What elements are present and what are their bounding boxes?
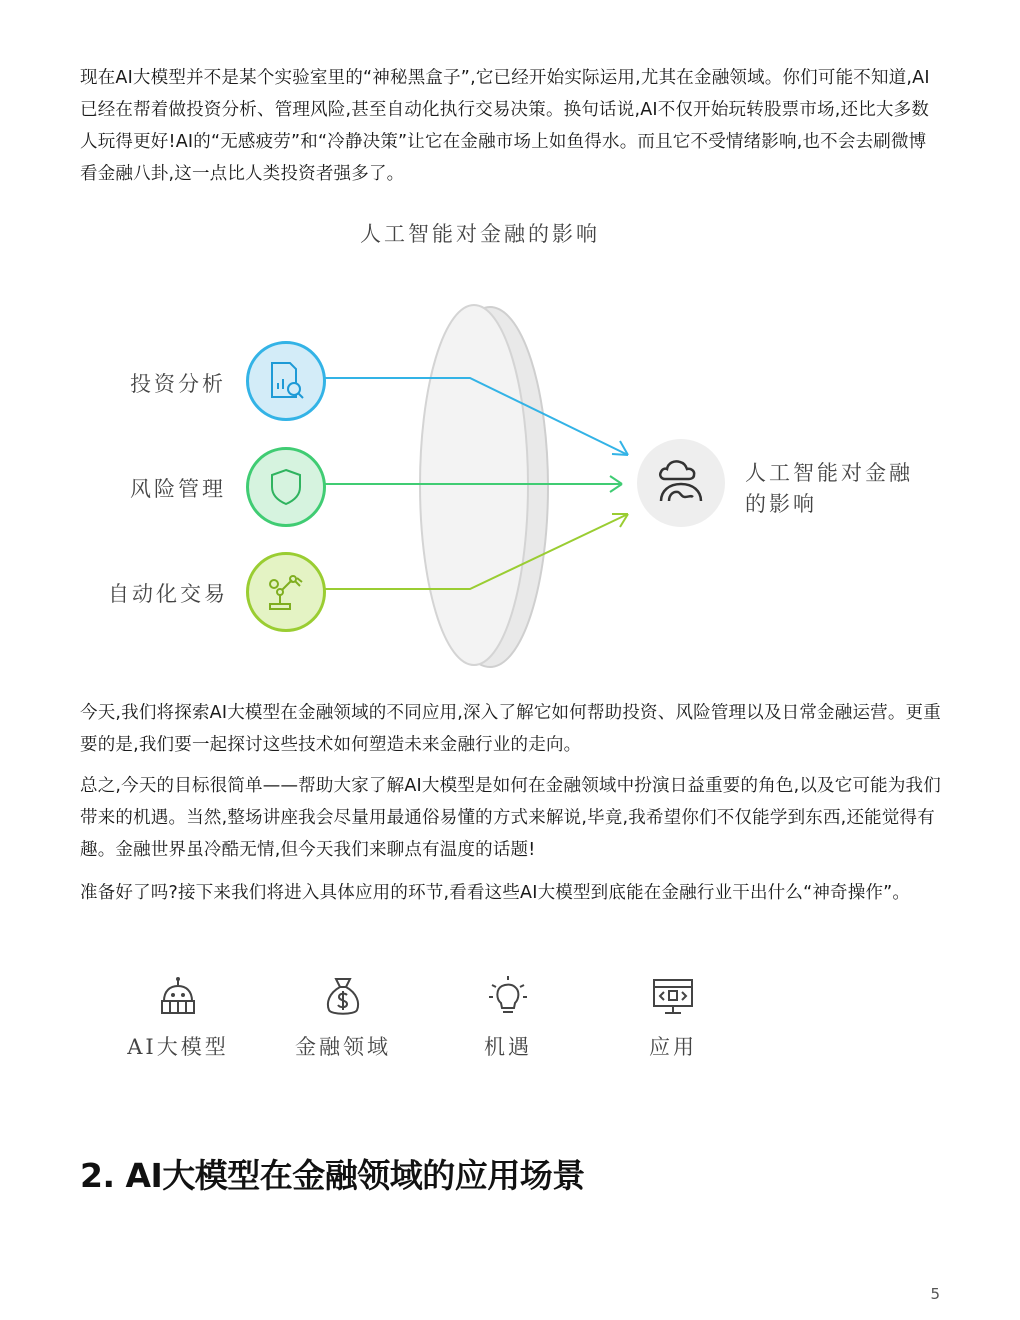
today-paragraph: 今天,我们将探索AI大模型在金融领域的不同应用,深入了解它如何帮助投资、风险管理以及日常金融运营。更重要的是,我们要一起探讨这些技术如何塑造未来金融行业的走向。 — [80, 703, 941, 755]
keyword-label: 应用 — [649, 1035, 697, 1059]
keyword-label: 金融领域 — [295, 1035, 391, 1059]
keyword-ai-model — [103, 975, 253, 1061]
risk-node — [246, 447, 326, 527]
diagram-title: 人工智能对金融的影响 — [360, 222, 600, 246]
document-search-icon — [264, 359, 308, 403]
transition-paragraph: 准备好了吗?接下来我们将进入具体应用的环节,看看这些AI大模型到底能在金融行业干出什么“神奇操作”。 — [80, 883, 911, 903]
robot-arm-icon — [264, 570, 308, 614]
investment-node — [246, 341, 326, 421]
cloud-globe-icon — [651, 453, 711, 513]
input-label-trading: 自动化交易 — [108, 582, 228, 606]
keyword-label: 机遇 — [484, 1035, 532, 1059]
shield-icon — [264, 465, 308, 509]
result-label-line2: 的影响 — [745, 492, 817, 516]
section-heading: 2. AI大模型在金融领域的应用场景 — [80, 1156, 585, 1195]
input-label-investment: 投资分析 — [130, 372, 226, 396]
keyword-application — [598, 975, 748, 1061]
page-number: 5 — [930, 1285, 940, 1303]
input-label-risk: 风险管理 — [130, 477, 226, 501]
keyword-label: AI大模型 — [127, 1035, 229, 1059]
result-label-line1: 人工智能对金融 — [745, 461, 913, 485]
keyword-opportunity — [433, 975, 583, 1061]
trading-node — [246, 552, 326, 632]
money-bag-icon — [321, 975, 365, 1019]
summary-paragraph: 总之,今天的目标很简单——帮助大家了解AI大模型是如何在金融领域中扮演日益重要的角色,以及它可能为我们带来的机遇。当然,整场讲座我会尽量用最通俗易懂的方式来解说,毕竟,我希望你们不仅能学到东西,还能觉得有趣。金融世界虽冷酷无情,但今天我们来聊点有温度的话题! — [80, 776, 941, 860]
keyword-finance — [268, 975, 418, 1061]
result-label — [745, 458, 945, 520]
monitor-code-icon — [651, 975, 695, 1019]
intro-paragraph: 现在AI大模型并不是某个实验室里的“神秘黑盒子”,它已经开始实际运用,尤其在金融领域。你们可能不知道,AI已经在帮着做投资分析、管理风险,甚至自动化执行交易决策。换句话说,AI不仅开始玩转股票市场,还比大多数人玩得更好!AI的“无感疲劳”和“冷静决策”让它在金融市场上如鱼得水。而且它不受情绪影响,也不会去刷微博看金融八卦,这一点比人类投资者强多了。 — [80, 68, 930, 184]
robot-icon — [156, 975, 200, 1019]
lightbulb-icon — [486, 975, 530, 1019]
result-node — [637, 439, 725, 527]
